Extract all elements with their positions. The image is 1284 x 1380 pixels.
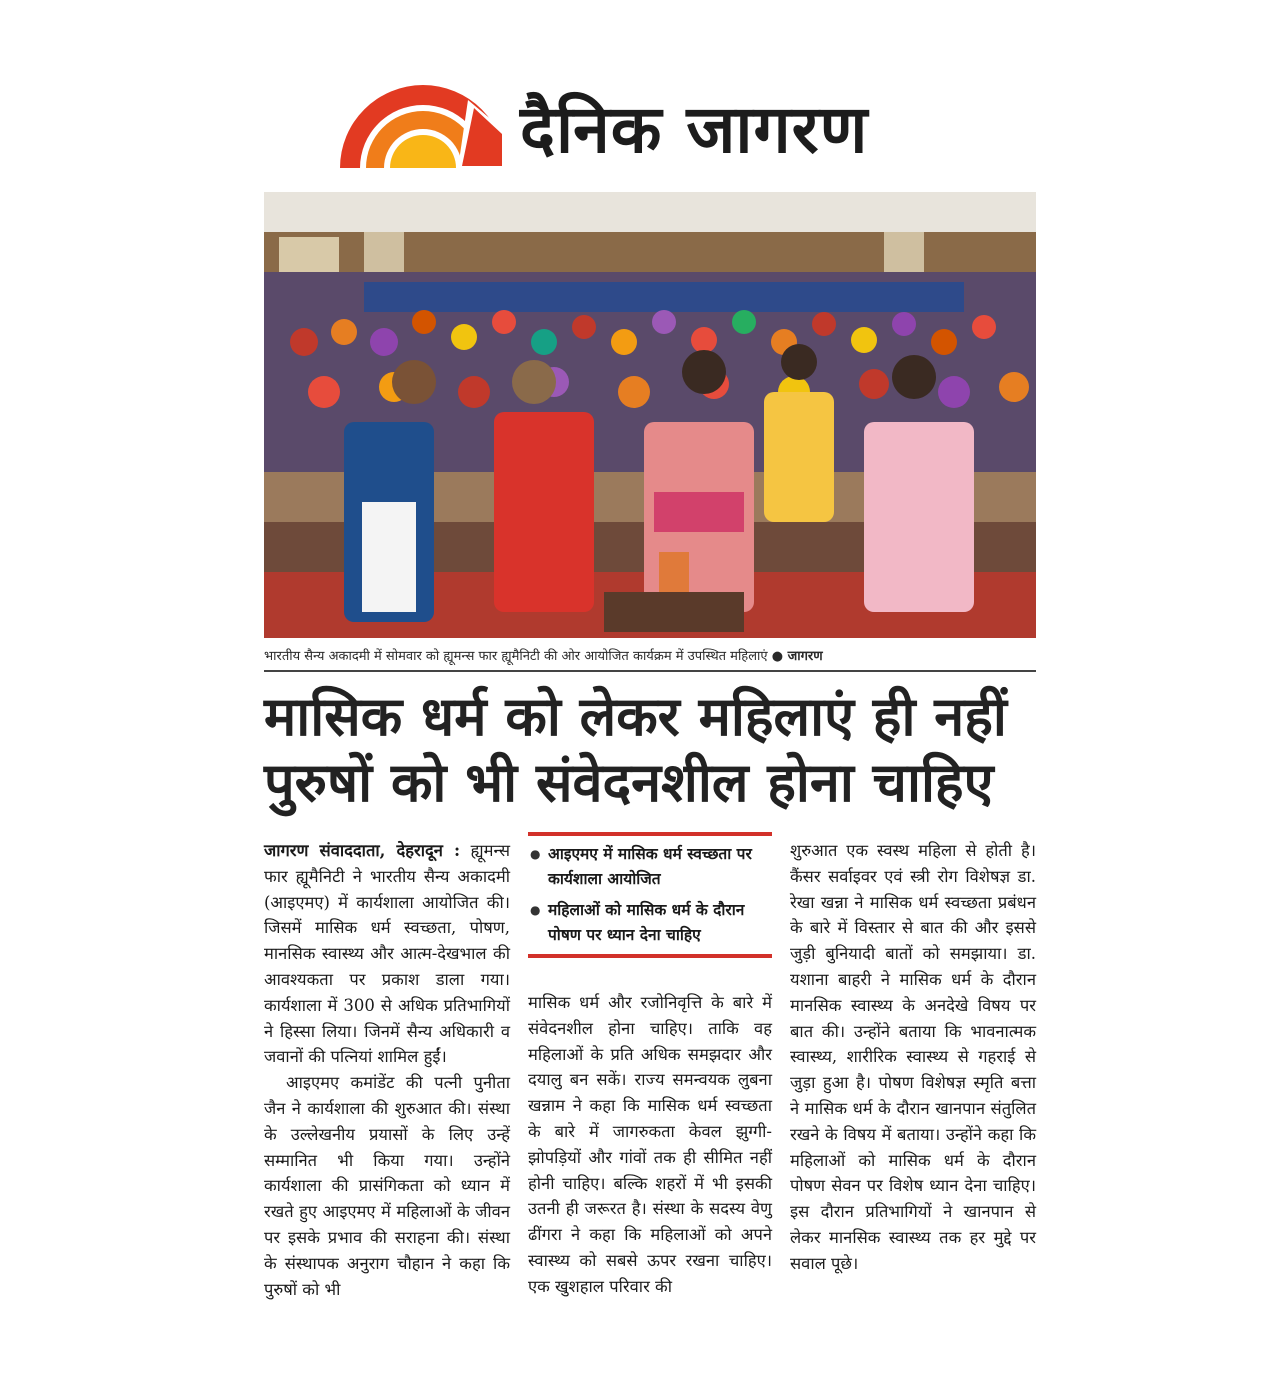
highlight-item: ● आइएमए में मासिक धर्म स्वच्छता पर कार्यशाला आयोजित — [528, 842, 772, 892]
highlights-bottom-rule — [528, 954, 772, 958]
headline — [264, 684, 1036, 816]
masthead — [330, 74, 970, 174]
masthead-title: दैनिक जागरण — [520, 91, 869, 168]
article-paragraph: आइएमए कमांडेंट की पत्नी पुनीता जैन ने कार्यशाला की शुरुआत की। संस्था के उल्लेखनीय प्रयासों के लिए उन्हें सम्मानित भी किया गया। उन्होंने कार्यशाला की प्रासंगिकता को ध्यान में रखते हुए आइएमए में महिलाओं के जीवन पर इसके प्रभाव की सराहना की। संस्था के संस्थापक अनुराग चौहान ने कहा कि पुरुषों को भी — [264, 1073, 510, 1299]
byline: जागरण संवाददाता, देहरादून : — [264, 841, 461, 860]
headline-line-1: मासिक धर्म को लेकर महिलाएं ही नहीं — [264, 685, 1007, 748]
paragraph-text: ह्यूमन्स फार ह्यूमैनिटी ने भारतीय सैन्य अकादमी (आइएमए) में कार्यशाला आयोजित की। जिसमें मासिक धर्म स्वच्छता, पोषण, मानसिक स्वास्थ्य और आत्म-देखभाल की आवश्यकता पर प्रकाश डाला गया। कार्यशाला में 300 से अधिक प्रतिभागियों ने हिस्सा लिया। जिनमें सैन्य अधिकारी व जवानों की पत्नियां शामिल हुईं। — [264, 841, 510, 1067]
highlights-top-rule — [528, 832, 772, 836]
caption-rule — [264, 670, 1036, 672]
sunrise-logo-icon — [338, 78, 508, 170]
caption-text: भारतीय सैन्य अकादमी में सोमवार को ह्यूमन्स फार ह्यूमैनिटी की ओर आयोजित कार्यक्रम में उपस्थित महिलाएं — [264, 649, 768, 664]
article-paragraph: मासिक धर्म और रजोनिवृत्ति के बारे में संवेदनशील होना चाहिए। ताकि वह महिलाओं के प्रति अधिक समझदार और दयालु बन सकें। राज्य समन्वयक लुबना खन्नाम ने कहा कि मासिक धर्म स्वच्छता के बारे में जागरुकता केवल झुग्गी-झोपड़ियों और गांवों तक ही सीमित नहीं होनी चाहिए। बल्कि शहरों में भी इसकी उतनी ही जरूरत है। संस्था के सदस्य वेणु ढींगरा ने कहा कि महिलाओं को अपने स्वास्थ्य को सबसे ऊपर रखना चाहिए। एक खुशहाल परिवार की — [528, 993, 772, 1296]
photo-caption — [264, 646, 1036, 664]
article-paragraph: शुरुआत एक स्वस्थ महिला से होती है। कैंसर सर्वाइवर एवं स्त्री रोग विशेषज्ञ डा. रेखा खन्ना ने मासिक धर्म स्वच्छता प्रबंधन के बारे में विस्तार से बात की और इससे जुड़ी बुनियादी बातों को समझाया। डा. यशाना बाहरी ने मासिक धर्म के दौरान मानसिक स्वास्थ्य के अनदेखे विषय पर बात की। उन्होंने बताया कि भावनात्मक स्वास्थ्य, शारीरिक स्वास्थ्य से गहराई से जुड़ा हुआ है। पोषण विशेषज्ञ स्मृति बत्ता ने मासिक धर्म के दौरान खानपान संतुलित रखने के विषय में बताया। उन्होंने कहा कि महिलाओं को मासिक धर्म के दौरान पोषण सेवन पर विशेष ध्यान देना चाहिए। इस दौरान प्रतिभागियों ने खानपान से लेकर मानसिक स्वास्थ्य तक हर मुद्दे पर सवाल पूछे। — [790, 841, 1036, 1273]
article-column-3 — [790, 838, 1036, 1277]
highlight-item: ● महिलाओं को मासिक धर्म के दौरान पोषण पर ध्यान देना चाहिए — [528, 898, 772, 948]
highlights-box — [528, 832, 772, 958]
article-column-2 — [528, 990, 772, 1300]
caption-credit: ● जागरण — [771, 649, 823, 664]
audience-photo — [264, 192, 1036, 638]
headline-line-2: पुरुषों को भी संवेदनशील होना चाहिए — [264, 751, 994, 814]
article-paragraph — [264, 838, 510, 1070]
article-column-1 — [264, 838, 510, 1302]
